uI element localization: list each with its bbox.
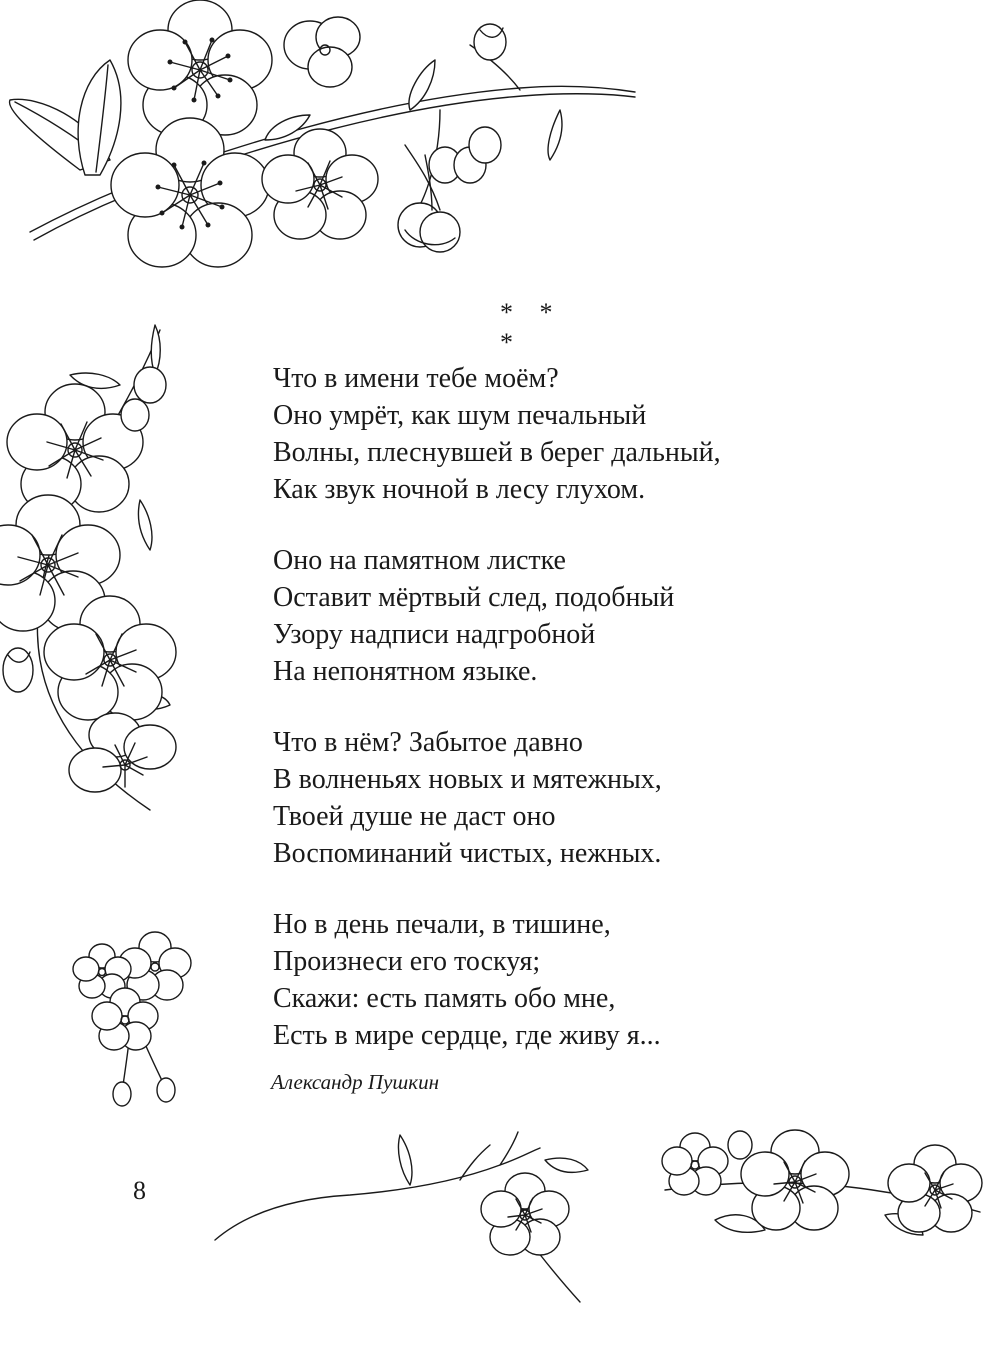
poem-line: Воспоминаний чистых, нежных.: [273, 838, 662, 869]
poem-line: Оставит мёртвый след, подобный: [273, 582, 675, 613]
blossom-twig-bottom-icon: [210, 1130, 630, 1305]
poem-line: Произнеси его тоскуя;: [273, 946, 541, 977]
blossom-sprig-bottom-right-icon: [655, 1120, 985, 1270]
poem-line: Как звук ночной в лесу глухом.: [273, 474, 646, 505]
poem-line: Но в день печали, в тишине,: [273, 909, 611, 940]
poem-line: Твоей душе не даст оно: [273, 801, 556, 832]
poem-line: На непонятном языке.: [273, 656, 538, 687]
poem-line: Оно умрёт, как шум печальный: [273, 400, 647, 431]
poem-line: Узору надписи надгробной: [273, 619, 596, 650]
poem-line: Что в имени тебе моём?: [273, 363, 559, 394]
blossom-branch-top-icon: [0, 0, 650, 300]
poem-line: Есть в мире сердце, где живу я...: [273, 1020, 661, 1051]
stanza-3: [273, 724, 893, 872]
blossom-cluster-small-icon: [70, 932, 200, 1112]
poem-author: Александр Пушкин: [271, 1070, 439, 1094]
page-number: 8: [133, 1176, 146, 1205]
poem-line: В волненьях новых и мятежных,: [273, 764, 662, 795]
stanza-divider: * * *: [500, 298, 563, 357]
stanza-2: [273, 542, 893, 690]
poem-line: Оно на памятном листке: [273, 545, 566, 576]
blossom-garland-left-icon: [0, 320, 190, 820]
poem-line: Скажи: есть память обо мне,: [273, 983, 616, 1014]
stanza-4: [273, 906, 893, 1054]
poem-line: Волны, плеснувшей в берег дальный,: [273, 437, 721, 468]
poem-line: Что в нём? Забытое давно: [273, 727, 583, 758]
stanza-1: [273, 360, 893, 508]
poem-body: [273, 360, 893, 1088]
